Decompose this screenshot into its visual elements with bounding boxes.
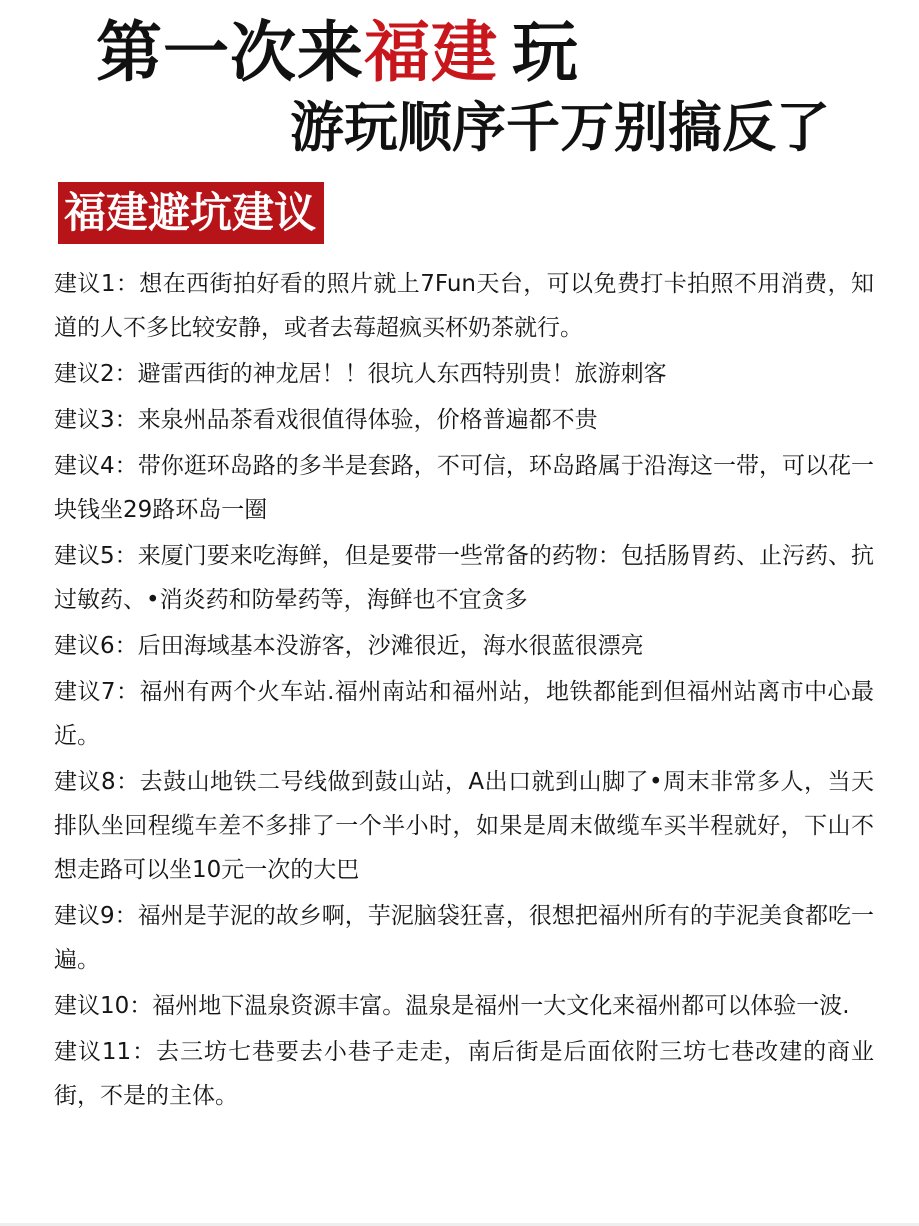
title-part-2: 玩 (512, 14, 579, 91)
tip-text: 来厦门要来吃海鲜，但是要带一些常备的药物：包括肠胃药、止污药、抗过敏药、•消炎药和防晕药等，海鲜也不宜贪多 (54, 543, 875, 613)
tip-item-6 (54, 624, 874, 668)
tip-item-2 (54, 352, 874, 396)
tip-item-8 (54, 760, 874, 892)
tip-text: 避雷西街的神龙居！！很坑人东西特别贵！旅游刺客 (137, 361, 667, 387)
tip-label: 建议3： (54, 407, 138, 433)
title-highlight: 福建 (364, 14, 498, 91)
tip-text: 来泉州品茶看戏很值得体验，价格普遍都不贵 (137, 407, 598, 433)
tip-item-3 (54, 398, 874, 442)
tip-label: 建议6： (54, 633, 138, 659)
tip-label: 建议8： (54, 769, 140, 795)
page-subtitle: 游玩顺序千万别搞反了 (290, 96, 830, 159)
tip-label: 建议11： (54, 1039, 157, 1065)
tip-text: 去三坊七巷要去小巷子走走，南后街是后面依附三坊七巷改建的商业街，不是的主体。 (54, 1039, 874, 1109)
tip-item-9 (54, 894, 874, 982)
tip-label: 建议10： (54, 993, 153, 1019)
tip-item-7 (54, 670, 874, 758)
section-heading: 福建避坑建议 (58, 182, 324, 244)
title-part-1: 第一次来 (96, 14, 364, 91)
tip-label: 建议2： (54, 361, 138, 387)
tip-item-1 (54, 262, 874, 350)
tip-text: 福州地下温泉资源丰富。温泉是福州一大文化来福州都可以体验一波. (152, 993, 850, 1019)
tip-text: 去鼓山地铁二号线做到鼓山站，A出口就到山脚了•周末非常多人，当天排队坐回程缆车差不多排了一个半小时，如果是周末做缆车买半程就好，下山不想走路可以坐10元一次的大巴 (54, 769, 874, 883)
tip-label: 建议7： (54, 679, 140, 705)
tip-item-5 (54, 534, 874, 622)
tip-text: 带你逛环岛路的多半是套路，不可信，环岛路属于沿海这一带，可以花一块钱坐29路环岛一圈 (54, 453, 875, 523)
tip-item-10 (54, 984, 874, 1028)
tip-label: 建议4： (54, 453, 138, 479)
tip-text: 后田海域基本没游客，沙滩很近，海水很蓝很漂亮 (137, 633, 644, 659)
tip-label: 建议5： (54, 543, 138, 569)
tip-text: 福州是芋泥的故乡啊，芋泥脑袋狂喜，很想把福州所有的芋泥美食都吃一遍。 (54, 903, 875, 973)
tip-text: 福州有两个火车站.福州南站和福州站，地铁都能到但福州站离市中心最近。 (54, 679, 874, 749)
tip-label: 建议9： (54, 903, 138, 929)
tip-item-4 (54, 444, 874, 532)
tip-label: 建议1： (54, 271, 140, 297)
tip-text: 想在西街拍好看的照片就上7Fun天台，可以免费打卡拍照不用消费，知道的人不多比较安静，或者去莓超疯买杯奶茶就行。 (54, 271, 874, 341)
page-title (96, 8, 579, 98)
tips-list (54, 262, 874, 1120)
tip-item-11 (54, 1030, 874, 1118)
